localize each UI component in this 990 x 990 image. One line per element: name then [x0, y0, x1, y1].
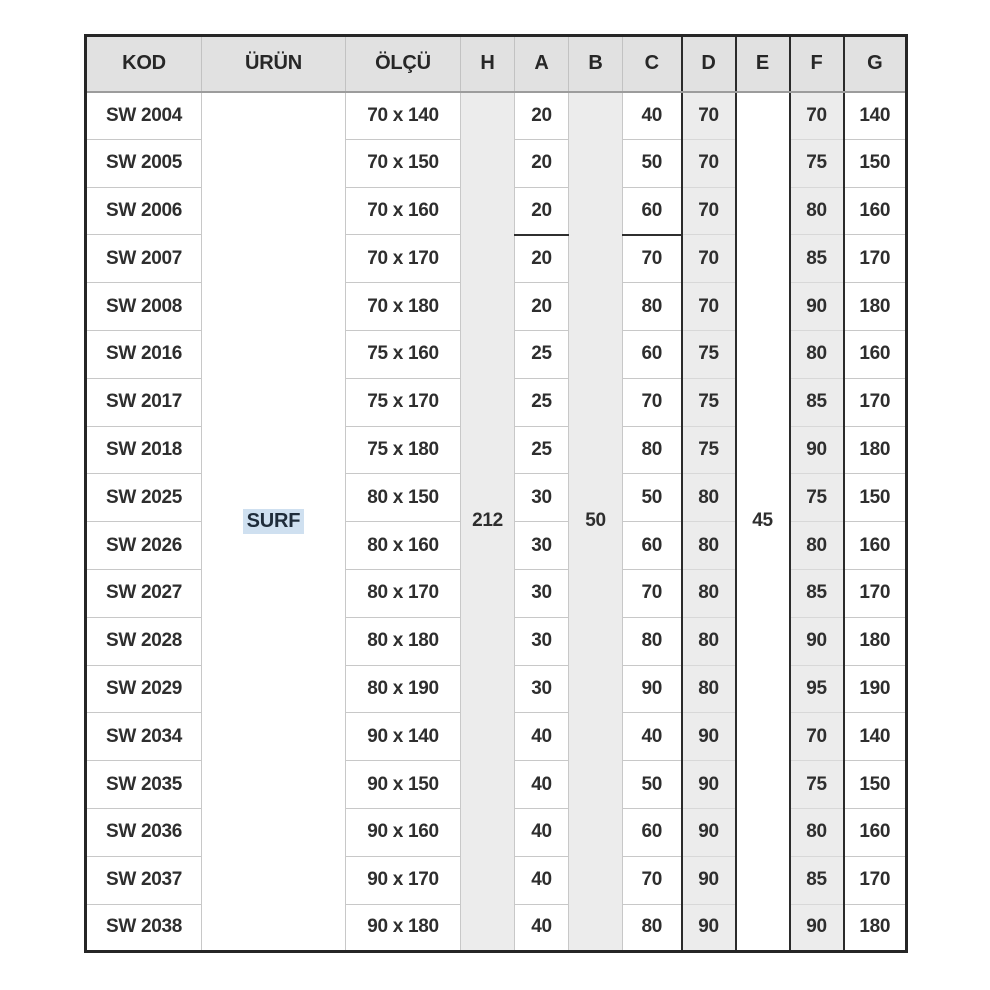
cell-d: 70	[682, 139, 736, 187]
cell-g: 180	[844, 904, 907, 952]
cell-d: 75	[682, 378, 736, 426]
header-row	[86, 36, 907, 92]
cell-kod: SW 2004	[86, 92, 202, 140]
cell-c: 70	[623, 378, 682, 426]
cell-c: 50	[623, 474, 682, 522]
cell-g: 150	[844, 474, 907, 522]
cell-d: 90	[682, 904, 736, 952]
cell-d: 70	[682, 283, 736, 331]
header-f: F	[790, 36, 844, 92]
cell-f: 70	[790, 713, 844, 761]
cell-c: 80	[623, 617, 682, 665]
cell-kod: SW 2005	[86, 139, 202, 187]
table-row	[86, 92, 907, 140]
cell-f: 80	[790, 330, 844, 378]
cell-olcu: 70 x 160	[346, 187, 461, 235]
cell-a: 20	[515, 283, 569, 331]
cell-olcu: 80 x 150	[346, 474, 461, 522]
header-g: G	[844, 36, 907, 92]
cell-a: 20	[515, 139, 569, 187]
cell-f: 80	[790, 522, 844, 570]
cell-f: 85	[790, 378, 844, 426]
cell-a: 25	[515, 330, 569, 378]
cell-d: 80	[682, 617, 736, 665]
cell-c: 80	[623, 283, 682, 331]
cell-c: 50	[623, 139, 682, 187]
cell-a: 25	[515, 426, 569, 474]
cell-a: 25	[515, 378, 569, 426]
cell-a: 40	[515, 761, 569, 809]
cell-c: 80	[623, 904, 682, 952]
cell-kod: SW 2027	[86, 569, 202, 617]
cell-c: 90	[623, 665, 682, 713]
cell-d: 90	[682, 761, 736, 809]
cell-c: 40	[623, 713, 682, 761]
cell-kod: SW 2017	[86, 378, 202, 426]
cell-kod: SW 2029	[86, 665, 202, 713]
cell-d: 75	[682, 426, 736, 474]
cell-g: 160	[844, 187, 907, 235]
cell-a: 30	[515, 617, 569, 665]
cell-f: 75	[790, 139, 844, 187]
table-body	[86, 92, 907, 952]
cell-c: 80	[623, 426, 682, 474]
cell-olcu: 80 x 170	[346, 569, 461, 617]
cell-c: 40	[623, 92, 682, 140]
cell-olcu: 70 x 170	[346, 235, 461, 283]
cell-kod: SW 2036	[86, 808, 202, 856]
spec-table	[84, 34, 908, 953]
cell-g: 170	[844, 856, 907, 904]
cell-f: 75	[790, 761, 844, 809]
cell-kod: SW 2026	[86, 522, 202, 570]
cell-a: 40	[515, 713, 569, 761]
cell-olcu: 70 x 150	[346, 139, 461, 187]
cell-kod: SW 2016	[86, 330, 202, 378]
cell-kod: SW 2008	[86, 283, 202, 331]
header-c: C	[623, 36, 682, 92]
cell-g: 180	[844, 283, 907, 331]
cell-g: 170	[844, 235, 907, 283]
cell-e-merged: 45	[736, 92, 790, 952]
cell-olcu: 80 x 180	[346, 617, 461, 665]
cell-a: 30	[515, 522, 569, 570]
cell-olcu: 90 x 170	[346, 856, 461, 904]
cell-olcu: 90 x 140	[346, 713, 461, 761]
cell-g: 160	[844, 330, 907, 378]
cell-f: 95	[790, 665, 844, 713]
cell-f: 90	[790, 617, 844, 665]
header-kod: KOD	[86, 36, 202, 92]
cell-kod: SW 2035	[86, 761, 202, 809]
cell-g: 150	[844, 139, 907, 187]
header-a: A	[515, 36, 569, 92]
cell-b-merged: 50	[569, 92, 623, 952]
cell-d: 70	[682, 235, 736, 283]
cell-c: 50	[623, 761, 682, 809]
cell-d: 80	[682, 474, 736, 522]
cell-g: 180	[844, 617, 907, 665]
cell-c: 60	[623, 187, 682, 235]
cell-a: 30	[515, 665, 569, 713]
cell-olcu: 75 x 180	[346, 426, 461, 474]
cell-a: 20	[515, 187, 569, 235]
cell-h-merged: 212	[461, 92, 515, 952]
cell-g: 170	[844, 378, 907, 426]
cell-a: 20	[515, 92, 569, 140]
cell-c: 60	[623, 522, 682, 570]
cell-d: 90	[682, 856, 736, 904]
cell-g: 140	[844, 92, 907, 140]
cell-olcu: 70 x 180	[346, 283, 461, 331]
cell-d: 80	[682, 522, 736, 570]
cell-f: 80	[790, 187, 844, 235]
cell-kod: SW 2025	[86, 474, 202, 522]
cell-f: 70	[790, 92, 844, 140]
cell-d: 90	[682, 808, 736, 856]
cell-f: 85	[790, 569, 844, 617]
header-d: D	[682, 36, 736, 92]
cell-f: 90	[790, 904, 844, 952]
cell-olcu: 90 x 150	[346, 761, 461, 809]
cell-g: 180	[844, 426, 907, 474]
cell-g: 170	[844, 569, 907, 617]
cell-d: 70	[682, 92, 736, 140]
cell-c: 60	[623, 808, 682, 856]
cell-kod: SW 2037	[86, 856, 202, 904]
cell-d: 80	[682, 569, 736, 617]
cell-a: 20	[515, 235, 569, 283]
cell-olcu: 90 x 180	[346, 904, 461, 952]
cell-olcu: 70 x 140	[346, 92, 461, 140]
cell-a: 30	[515, 569, 569, 617]
cell-a: 40	[515, 904, 569, 952]
cell-a: 40	[515, 808, 569, 856]
cell-d: 75	[682, 330, 736, 378]
header-urun: ÜRÜN	[202, 36, 346, 92]
cell-c: 60	[623, 330, 682, 378]
surf-highlight: SURF	[243, 509, 305, 534]
cell-olcu: 80 x 160	[346, 522, 461, 570]
cell-d: 70	[682, 187, 736, 235]
cell-kod: SW 2028	[86, 617, 202, 665]
header-h: H	[461, 36, 515, 92]
cell-kod: SW 2018	[86, 426, 202, 474]
cell-kod: SW 2038	[86, 904, 202, 952]
cell-f: 90	[790, 283, 844, 331]
cell-c: 70	[623, 856, 682, 904]
cell-olcu: 90 x 160	[346, 808, 461, 856]
cell-g: 190	[844, 665, 907, 713]
cell-a: 40	[515, 856, 569, 904]
header-e: E	[736, 36, 790, 92]
cell-f: 85	[790, 235, 844, 283]
cell-d: 80	[682, 665, 736, 713]
cell-c: 70	[623, 235, 682, 283]
cell-g: 160	[844, 808, 907, 856]
cell-olcu: 75 x 170	[346, 378, 461, 426]
header-olcu: ÖLÇÜ	[346, 36, 461, 92]
cell-f: 85	[790, 856, 844, 904]
cell-kod: SW 2007	[86, 235, 202, 283]
cell-olcu: 80 x 190	[346, 665, 461, 713]
cell-f: 75	[790, 474, 844, 522]
cell-f: 80	[790, 808, 844, 856]
header-b: B	[569, 36, 623, 92]
cell-urun-merged	[202, 92, 346, 952]
cell-kod: SW 2034	[86, 713, 202, 761]
cell-f: 90	[790, 426, 844, 474]
cell-g: 160	[844, 522, 907, 570]
cell-g: 140	[844, 713, 907, 761]
cell-d: 90	[682, 713, 736, 761]
cell-a: 30	[515, 474, 569, 522]
cell-c: 70	[623, 569, 682, 617]
cell-olcu: 75 x 160	[346, 330, 461, 378]
cell-kod: SW 2006	[86, 187, 202, 235]
cell-g: 150	[844, 761, 907, 809]
